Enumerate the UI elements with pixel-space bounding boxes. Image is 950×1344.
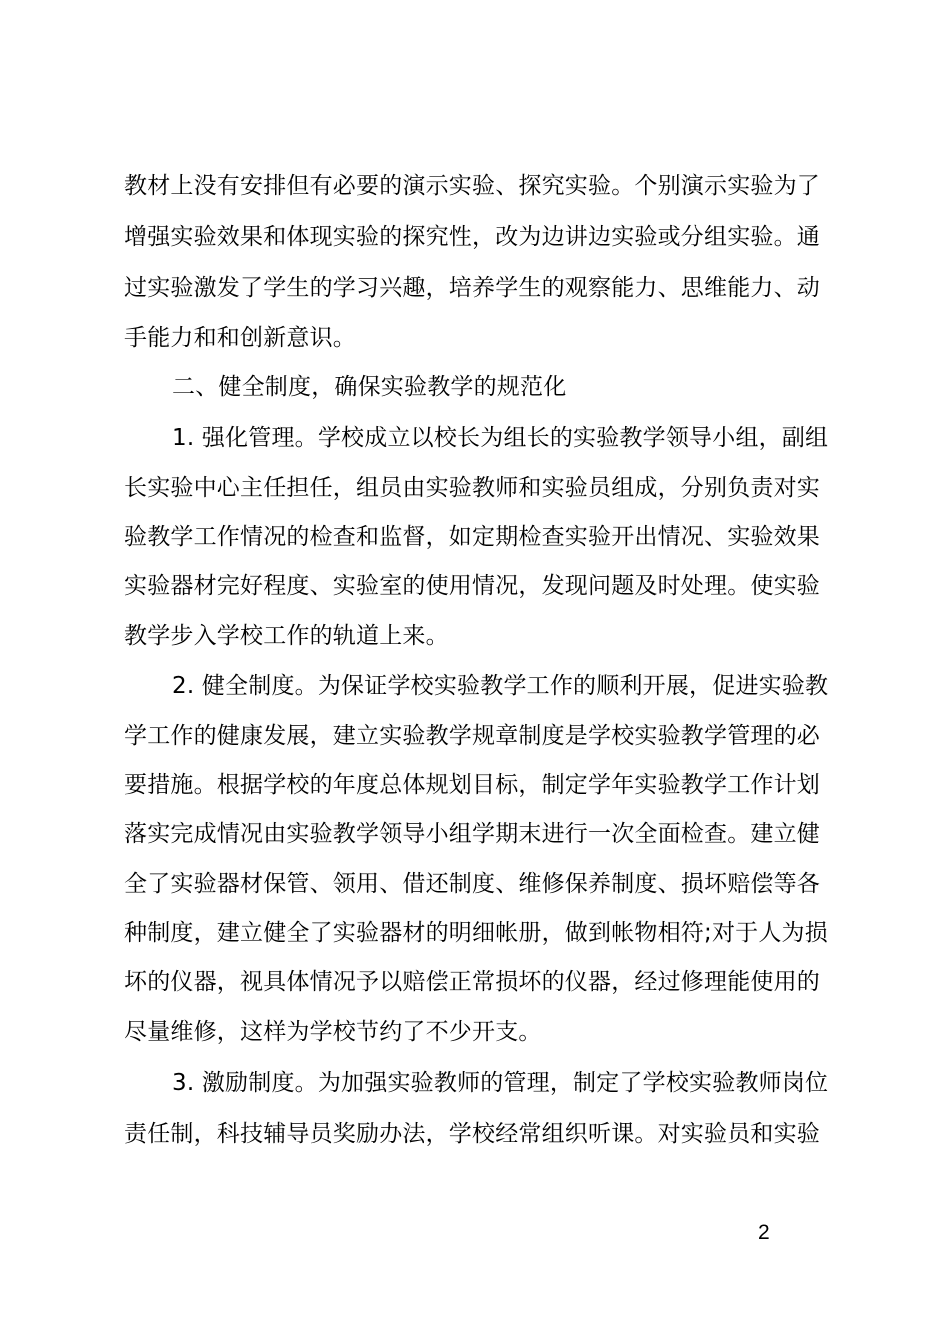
- text-line: 学工作的健康发展，建立实验教学规章制度是学校实验教学管理的必: [124, 723, 820, 749]
- text-line: 坏的仪器，视具体情况予以赔偿正常损坏的仪器，经过修理能使用的: [124, 969, 820, 995]
- text-line: 3. 激励制度。为加强实验教师的管理，制定了学校实验教师岗位: [172, 1070, 829, 1096]
- text-line: 长实验中心主任担任，组员由实验教师和实验员组成，分别负责对实: [124, 475, 820, 501]
- text-line: 教材上没有安排但有必要的演示实验、探究实验。个别演示实验为了: [124, 173, 820, 199]
- text-line: 尽量维修，这样为学校节约了不少开支。: [124, 1019, 542, 1045]
- text-line: 种制度，建立健全了实验器材的明细帐册，做到帐物相符;对于人为损: [124, 920, 828, 946]
- text-line: 教学步入学校工作的轨道上来。: [124, 623, 449, 649]
- text-line: 实验器材完好程度、实验室的使用情况，发现问题及时处理。使实验: [124, 573, 820, 599]
- text-line: 2. 健全制度。为保证学校实验教学工作的顺利开展，促进实验教: [172, 673, 829, 699]
- text-line: 全了实验器材保管、领用、借还制度、维修保养制度、损坏赔偿等各: [124, 871, 820, 897]
- section-heading: 二、健全制度，确保实验教学的规范化: [172, 374, 567, 400]
- text-line: 过实验激发了学生的学习兴趣，培养学生的观察能力、思维能力、动: [124, 275, 820, 301]
- text-line: 验教学工作情况的检查和监督，如定期检查实验开出情况、实验效果: [124, 524, 820, 550]
- text-line: 增强实验效果和体现实验的探究性，改为边讲边实验或分组实验。通: [124, 224, 820, 250]
- text-line: 落实完成情况由实验教学领导小组学期末进行一次全面检查。建立健: [124, 821, 820, 847]
- text-line: 责任制，科技辅导员奖励办法，学校经常组织听课。对实验员和实验: [124, 1121, 820, 1147]
- text-line: 要措施。根据学校的年度总体规划目标，制定学年实验教学工作计划: [124, 772, 820, 798]
- text-line: 1. 强化管理。学校成立以校长为组长的实验教学领导小组，副组: [172, 425, 829, 451]
- page-number: 2: [758, 1221, 770, 1244]
- text-line: 手能力和和创新意识。: [124, 325, 356, 351]
